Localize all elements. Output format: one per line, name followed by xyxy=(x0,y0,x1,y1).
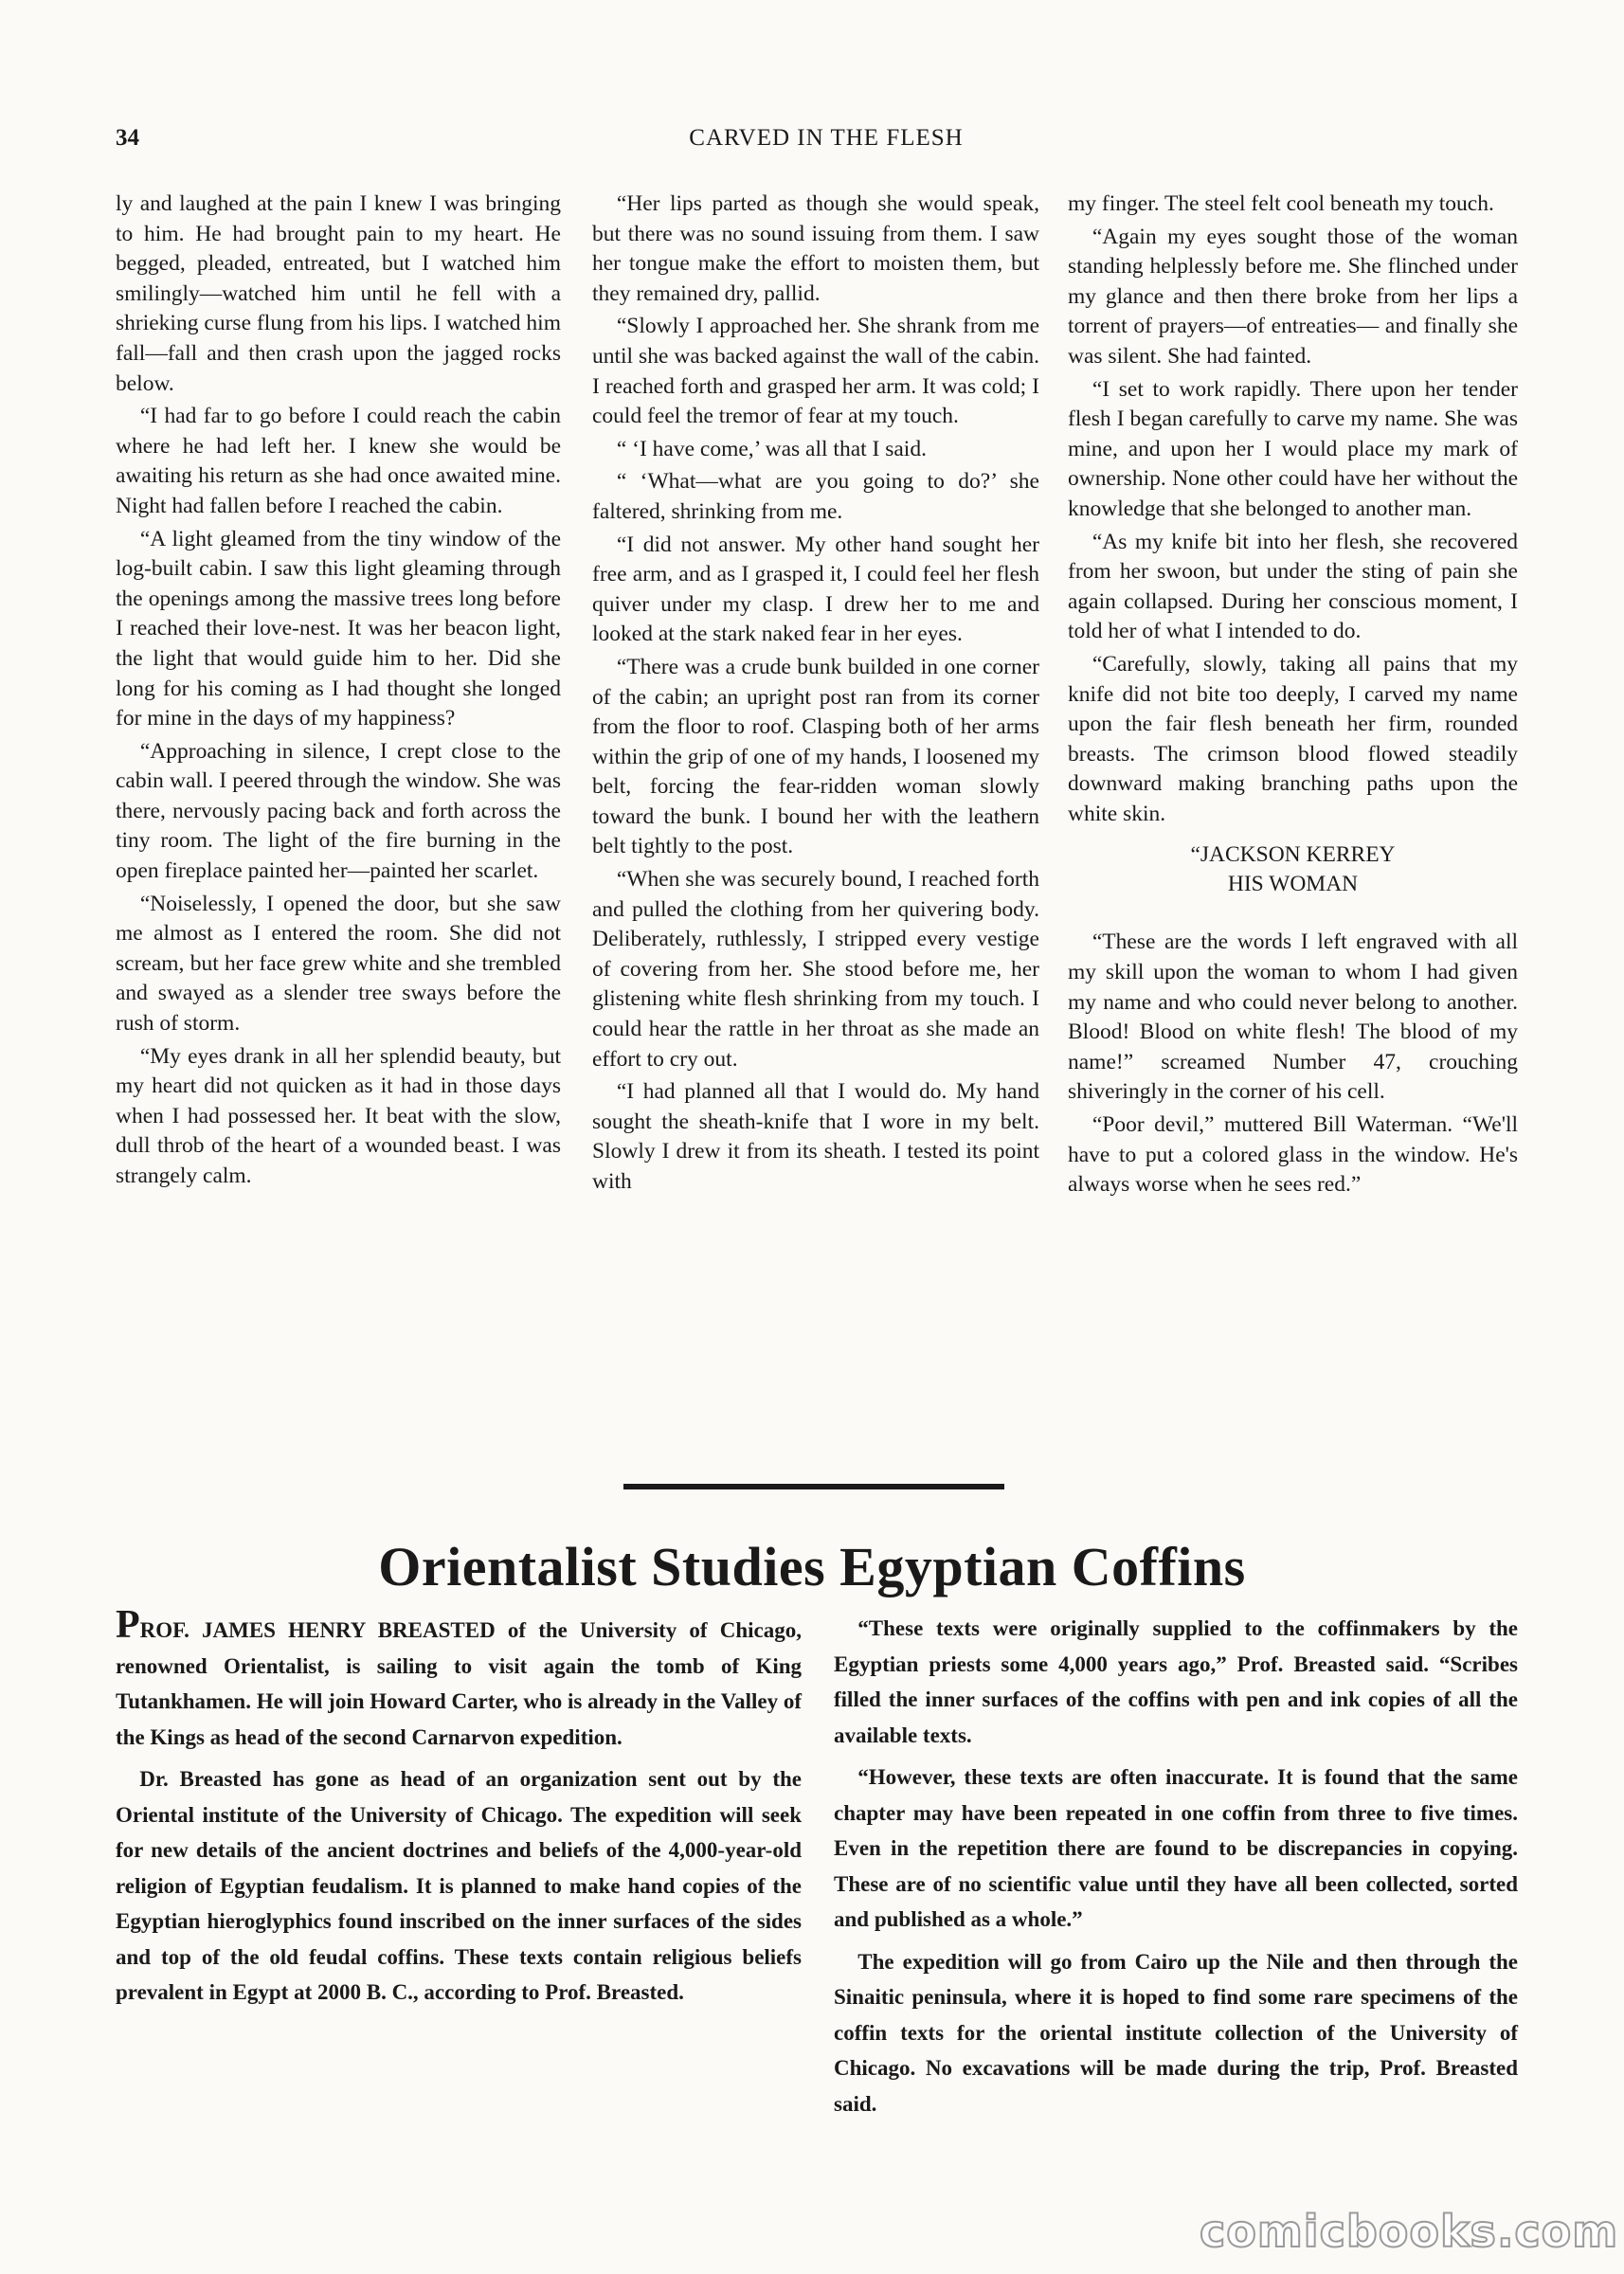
article-column-2 xyxy=(834,1611,1518,2121)
story-paragraph: “Slowly I approached her. She shrank from me until she was backed against the wall of the cabin. I reached forth and grasped her arm. It was cold; I could feel the tremor of fear at my touch. xyxy=(592,314,1039,429)
story-paragraph: “I had planned all that I would do. My hand sought the sheath-knife that I wore in my belt. Slowly I drew it from its sheath. I tested its point with xyxy=(592,1079,1039,1194)
story-paragraph: “I set to work rapidly. There upon her tender flesh I began carefully to carve my name. She was mine, and upon her I would place my mark of ownership. None other could have her without the knowledge that she belonged to another man. xyxy=(1068,376,1518,521)
story-paragraph: “Approaching in silence, I crept close to the cabin wall. I peered through the window. She was there, nervously pacing back and forth across the tiny room. The light of the fire burning in the open fireplace painted her—painted her scarlet. xyxy=(116,738,561,884)
story-column-1 xyxy=(116,190,561,1195)
story-paragraph: my finger. The steel felt cool beneath my touch. xyxy=(1068,191,1494,216)
article-headline: Orientalist Studies Egyptian Coffins xyxy=(378,1536,1246,1597)
article-paragraph: The expedition will go from Cairo up the Nile and then through the Sinaitic peninsula, where it is hoped to find some rare specimens of the coffin texts for the oriental institute collection of the University of Chicago. No excavations will be made during the trip, Prof. Breasted said. xyxy=(834,1949,1518,2116)
story-paragraph: “As my knife bit into her flesh, she recovered from her swoon, but under the sting of pain she again collapsed. During her conscious moment, I told her of what I intended to do. xyxy=(1068,529,1518,644)
story-paragraph: “A light gleamed from the tiny window of the log-built cabin. I saw this light gleaming through the openings among the massive trees long before I reached their love-nest. It was her beacon light, the light that would guide him to her. Did she long for his coming as I had thought she longed for mine in the days of my happiness? xyxy=(116,526,561,731)
story-column-3 xyxy=(1068,190,1518,1203)
story-paragraph: “Her lips parted as though she would speak, but there was no sound issuing from them. I saw her tongue make the effort to moisten them, but they remained dry, pallid. xyxy=(592,191,1039,306)
article-column-1 xyxy=(116,1603,802,2011)
story-paragraph: “When she was securely bound, I reached forth and pulled the clothing from her quivering body. Deliberately, ruthlessly, I stripped every vestige of covering from her. She stood before me, her glistening white flesh shrinking from my touch. I could hear the rattle in her throat as she made an effort to cry out. xyxy=(592,867,1039,1072)
article-paragraph: “These texts were originally supplied to the coffinmakers by the Egyptian priests some 4,000 years ago,” Prof. Breasted said. “Scribes filled the inner surfaces of the coffins with pen and ink copies of all the available texts. xyxy=(834,1616,1518,1747)
story-paragraph: “These are the words I left engraved with all my skill upon the woman to whom I had given my name and who could never belong to another. Blood! Blood on white flesh! The blood of my name!” screamed Number 47, crouching shiveringly in the corner of his cell. xyxy=(1068,929,1518,1105)
story-paragraph: “Again my eyes sought those of the woman standing helplessly before me. She flinched under my glance and then there broke from her lips a torrent of prayers—of entreaties— and finally she was silent. She had fainted. xyxy=(1068,224,1518,369)
drop-cap: P xyxy=(116,1603,140,1647)
story-paragraph: “I did not answer. My other hand sought her free arm, and as I grasped it, I could feel her flesh quiver under my clasp. I drew her to me and looked at the stark naked fear in her eyes. xyxy=(592,532,1039,647)
story-column-2 xyxy=(592,190,1039,1200)
story-paragraph: “Carefully, slowly, taking all pains that my knife did not bite too deeply, I carved my name upon the fair flesh beneath her firm, rounded breasts. The crimson blood flowed steadily downward making branching paths upon the white skin. xyxy=(1068,651,1518,826)
story-paragraph: “Poor devil,” muttered Bill Waterman. “We'll have to put a colored glass in the window. He's always worse when he sees red.” xyxy=(1068,1112,1518,1198)
page-header xyxy=(116,125,1537,163)
article-lead-paragraph xyxy=(116,1603,802,1755)
page-number: 34 xyxy=(116,125,139,151)
story-paragraph: “There was a crude bunk builded in one corner of the cabin; an upright post ran from its corner from the floor to roof. Clasping both of her arms within the grip of one of my hands, I loosened my belt, forcing the fear-ridden woman slowly toward the bunk. I bound her with the leathern belt tightly to the post. xyxy=(592,654,1039,859)
site-watermark: comicbooks.com xyxy=(1200,2206,1619,2257)
section-divider xyxy=(623,1484,1004,1489)
story-paragraph: “ ‘I have come,’ was all that I said. xyxy=(616,436,927,461)
article-paragraph: “However, these texts are often inaccurate. It is found that the same chapter may have been repeated in one coffin from three to five times. Even in the repetition there are found to be discrepancies in copying. These are of no scientific value until they have all been collected, sorted and published as a whole.” xyxy=(834,1765,1518,1931)
story-paragraph: “I had far to go before I could reach the cabin where he had left her. I knew she would be awaiting his return as she had once awaited mine. Night had fallen before I reached the cabin. xyxy=(116,404,561,518)
inscription-line-2: HIS WOMAN xyxy=(1227,872,1359,897)
story-paragraph: “Noiselessly, I opened the door, but she saw me almost as I entered the room. She did not scream, but her face grew white and she trembled and swayed as a slender tree sways before the rush of storm. xyxy=(116,891,561,1037)
article-paragraph: Dr. Breasted has gone as head of an organization sent out by the Oriental institute of the University of Chicago. The expedition will seek for new details of the ancient doctrines and beliefs of the 4,000-year-old religion of Egyptian feudalism. It is planned to make hand copies of the Egyptian hieroglyphics found inscribed on the inner surfaces of the sides and top of the old feudal coffins. These texts contain religious beliefs prevalent in Egypt at 2000 B. C., according to Prof. Breasted. xyxy=(116,1767,802,2004)
story-paragraph: “My eyes drank in all her splendid beauty, but my heart did not quicken as it had in those days when I had possessed her. It beat with the slow, dull throb of the heart of a wounded beast. I was strangely calm. xyxy=(116,1043,561,1188)
story-paragraph: ly and laughed at the pain I knew I was bringing to him. He had brought pain to my heart. He begged, pleaded, entreated, but I watched him smilingly—watched him until he fell with a shrieking curse flung from his lips. I watched him fall—fall and then crash upon the jagged rocks below. xyxy=(116,191,561,396)
running-title: CARVED IN THE FLESH xyxy=(689,125,964,151)
lead-text: ROF. JAMES HENRY BREASTED of the University of Chicago, renowned Orientalist, is sailing to visit again the tomb of King Tutankhamen. He will join Howard Carter, who is already in the Valley of the Kings as head of the second Carnarvon expedition. xyxy=(116,1618,802,1749)
engraved-inscription xyxy=(1068,840,1518,899)
story-paragraph: “ ‘What—what are you going to do?’ she faltered, shrinking from me. xyxy=(592,469,1039,524)
inscription-line-1: “JACKSON KERREY xyxy=(1190,842,1396,868)
